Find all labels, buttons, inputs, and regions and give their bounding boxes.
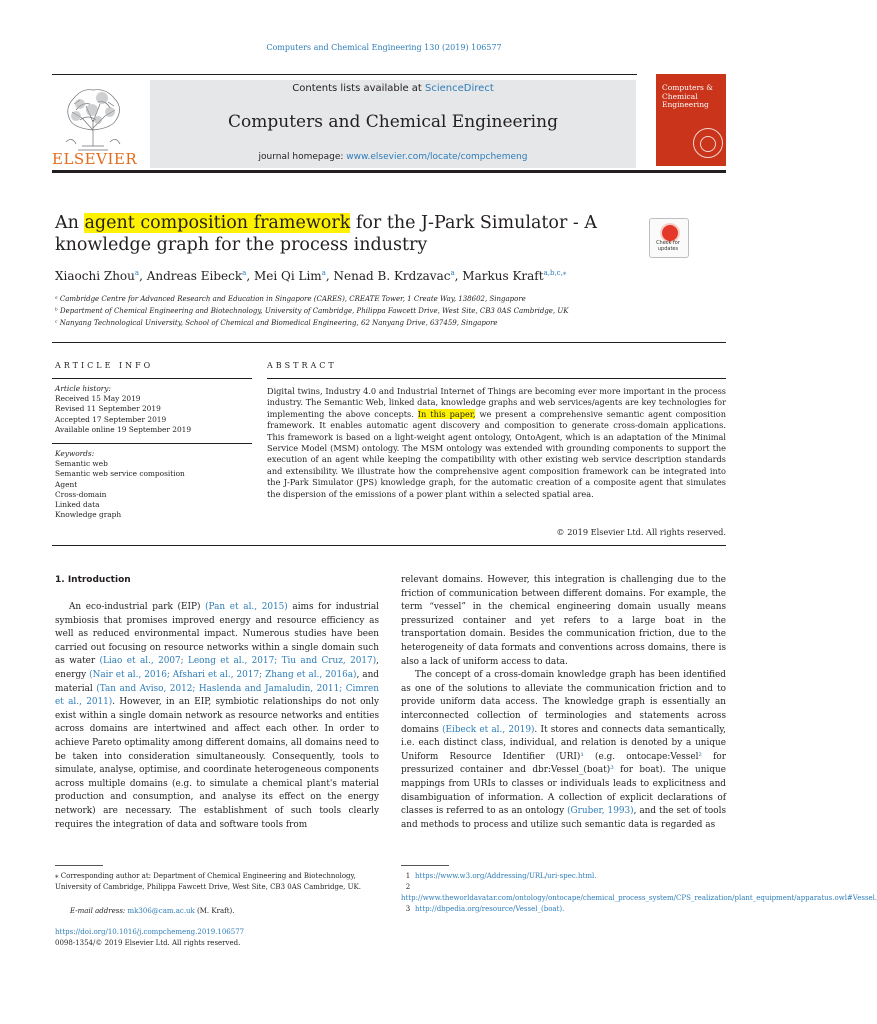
author-name[interactable]: Nenad B. Krdzavac [333,269,451,283]
keywords-divider [52,443,252,444]
history-accepted: Accepted 17 September 2019 [55,414,167,424]
citation-link[interactable]: (Gruber, 1993) [567,806,634,817]
header-divider [52,74,637,75]
footnote-rule-left [55,865,103,866]
intro-paragraph-1 [55,601,379,832]
citation-link[interactable]: (Pan et al., 2015) [205,602,288,612]
footnote-2 [401,882,877,903]
citation-link[interactable]: (Liao et al., 2007; Leong et al., 2017; Tiu and Cruz, 2017) [99,656,377,667]
footnote-number: 2 [405,883,411,891]
corresponding-author-note: ⁎ Corresponding author at: Department of Chemical Engineering and Biotechnology, University of Cambridge, Philippa Fawcett Drive, West Site, CB3 0AS Cambridge, UK. [55,872,361,891]
author-affiliation-marker[interactable]: a,b,c,⁎ [543,269,567,277]
footnote-1 [401,871,726,882]
abstract-divider [267,378,726,379]
text-run: , and the set of tools and methods to process and utilize such semantic data is regarded as [401,806,727,830]
text-run: aims for industrial symbiosis that promises improved energy and resource efficiency as well as reduced environmental impact. Numerous studies have been carried out focusing on resource networks within a single domain such as water [55,602,379,667]
text-run: , energy [55,656,379,680]
email-suffix: (M. Kraft). [194,907,235,915]
keywords-block [55,449,255,520]
keyword-item: Knowledge graph [55,510,122,520]
intro-paragraph-continued: relevant domains. However, this integration is challenging due to the friction of communication between different domains. For example, the term “vessel” in the chemical engineering domain usually means pressurized container and yet refers to a large boat in the transportation domain. Besides the communication friction, due to the heterogeneity of data formats and conventions across domains, there is also a lack of uniform access to data. [401,575,726,667]
footnote-rule-right [401,865,449,866]
footnote-url[interactable]: https://www.w3.org/Addressing/URL/uri-spec.html. [415,872,597,880]
author-name[interactable]: Andreas Eibeck [146,269,243,283]
affiliation-c: ᶜ Nanyang Technological University, School of Chemical and Biomedical Engineering, 62 Nanyang Drive, 637459, Singapore [55,319,498,327]
keyword-item: Semantic web service composition [55,469,185,479]
abstract-heading: ABSTRACT [267,361,337,370]
title-highlight[interactable]: agent composition framework [84,213,351,233]
author-name[interactable]: Xiaochi Zhou [55,269,135,283]
article-info-divider [52,378,252,379]
footnote-number: 1 [405,872,411,880]
author-name[interactable]: Mei Qi Lim [253,269,322,283]
journal-title: Computers and Chemical Engineering [228,112,558,132]
email-label: E-mail address: [70,907,126,915]
section-heading-introduction: 1. Introduction [55,575,131,585]
footnote-number: 3 [405,905,411,913]
text-run: (e.g. ontocape:Vessel [583,751,699,762]
abstract-end-divider [52,545,726,546]
text-run: . It stores and connects data semantically, i.e. each distinct class, individual, and relation is denoted by a unique Uniform Resource Identifier (URI) [401,724,726,762]
keyword-item: Agent [55,479,78,489]
author-list: Xiaochi Zhou$^a$, Andreas Eibeck$^a$, Mei Qi Lim$^a$, Nenad B. Krdzavac$^a$, Markus Kraft$^{a,b,c,⁎}$ [55,269,567,283]
left-column [55,601,379,832]
keyword-item: Linked data [55,500,100,510]
citation-link[interactable]: (Eibeck et al., 2019) [442,724,535,735]
email-note [70,906,380,917]
author-affiliation-marker[interactable]: a [242,269,247,277]
email-link[interactable]: mk306@cam.ac.uk [127,907,195,915]
paper-title [55,212,615,256]
crossmark-label: Check for updates [656,240,680,252]
abstract-text-start: Digital twins, Industry 4.0 and Industrial Internet of Things are becoming ever more important in the process industry. The Semantic Web, linked data, knowledge graphs and web services/agents are key technologies for implementing the above concepts. [267,386,726,419]
masthead-divider [52,170,726,173]
footnote-marker[interactable]: ¹ [580,751,584,762]
publisher-wordmark: ELSEVIER [52,150,138,168]
author-affiliation-marker[interactable]: a [321,269,326,277]
citation-link[interactable]: (Nair et al., 2016; Afshari et al., 2017; Zhang et al., 2016a) [89,669,357,680]
text-run: The concept of a cross-domain knowledge graph has been identified as one of the solutions to alleviate the communication friction and to provide uniform data access. The knowledge graph is essentially an interconnected collection of terminologies and statements across domains [401,670,726,735]
affiliation-a: ᵃ Cambridge Centre for Advanced Research and Education in Singapore (CARES), CREATE Tower, 1 Create Way, 138602, Singapore [55,295,526,303]
footnote-marker[interactable]: ² [698,751,702,762]
footnote-3 [401,904,726,915]
footnote-url[interactable]: http://www.theworldavatar.com/ontology/ontocape/chemical_process_system/CPS_realization/plant_equipment/apparatus.owl#Vessel. [401,893,877,902]
keyword-item: Cross-domain [55,489,107,499]
article-history [55,384,255,435]
text-run: for pressurized container and dbr:Vessel_(boat) [401,751,726,776]
homepage-link[interactable]: www.elsevier.com/locate/compchemeng [346,152,528,162]
history-received: Received 15 May 2019 [55,394,141,404]
abstract-text-end: we present a comprehensive semantic agent composition framework. It enables automatic agent discovery and composition to generate cross-domain applications. This framework is based on a light-weight agent ontology, OntoAgent, which is an adaptation of the Minimal Service Model (MSM) ontology. The MSM ontology was extended with grounding components to support the execution of an agent while keeping the compatibility with other existing web service description standards and extensibility. We illustrate how the comprehensive agent composition framework can be integrated into the J-Park Simulator (JPS) knowledge graph, for the automatic creation of a composite agent that simulates the dispersion of the emissions of a power plant within a selected spatial area. [267,408,726,499]
history-online: Available online 19 September 2019 [55,424,192,434]
doi-link[interactable]: https://doi.org/10.1016/j.compchemeng.2019.106577 [55,928,245,936]
footnote-url[interactable]: http://dbpedia.org/resource/Vessel_(boat). [415,905,565,913]
issn-line: 0098-1354/© 2019 Elsevier Ltd. All rights reserved. [55,939,241,947]
sciencedirect-link[interactable]: ScienceDirect [425,83,494,94]
footnote-marker[interactable]: ³ [610,765,614,776]
text-run: , and material [55,669,379,694]
affiliation-b: ᵇ Department of Chemical Engineering and Biotechnology, University of Cambridge, Philippa Fawcett Drive, West Site, CB3 0AS Cambridge, UK [55,307,569,315]
right-column [401,574,726,832]
front-matter-divider [52,342,726,343]
author-name[interactable]: Markus Kraft [462,269,544,283]
keyword-item: Semantic web [55,459,108,469]
homepage-prefix: journal homepage: [258,152,347,162]
author-affiliation-marker[interactable]: a [450,269,455,277]
text-run: for boat). The unique mappings from URIs to classes or individuals leads to explicitness and disambiguation of information. A collection of explicit declarations of classes is referred to as an ontology [401,765,726,817]
abstract-highlight[interactable]: In this paper, [417,408,476,419]
author-affiliation-marker[interactable]: a [134,269,140,277]
title-suffix: for the J-Park Simulator - A knowledge graph for the process industry [55,213,598,255]
citation-link[interactable]: (Tan and Aviso, 2012; Haslenda and Jamaludin, 2011; Cimren et al., 2011) [55,683,379,708]
article-info-heading: ARTICLE INFO [55,361,154,370]
journal-homepage [150,152,636,162]
text-run: An eco-industrial park (EIP) [69,602,206,612]
title-prefix: An [55,213,85,233]
abstract-copyright: © 2019 Elsevier Ltd. All rights reserved. [556,527,726,537]
contents-prefix: Contents lists available at [292,83,426,94]
history-label: Article history: [55,384,111,393]
abstract-body [267,386,726,500]
cover-graphic-inner [700,136,716,152]
text-run: . However, in an EIP, symbiotic relationships do not only exist within a single domain network as resource networks and entities across domains are intertwined and affect each other. In order to achieve Pareto optimality among different domains, all domains need to be taken into consideration simultaneously. Consequently, tools to simulate, analyse, optimise, and coordinate heterogeneous components across multiple domains (e.g. to simulate a chemical plant's material production and consumption, and analyse its effect on the energy network) are necessary. The establishment of such tools clearly requires the integration of data and software tools from [55,697,379,830]
keywords-label: Keywords: [55,449,95,458]
journal-citation[interactable]: Computers and Chemical Engineering 130 (2019) 106577 [266,43,502,52]
intro-paragraph-2 [401,669,726,832]
doi-line [55,927,379,938]
contents-availability [150,83,636,94]
history-revised: Revised 11 September 2019 [55,404,161,414]
cover-title: Computers & Chemical Engineering [662,83,713,109]
